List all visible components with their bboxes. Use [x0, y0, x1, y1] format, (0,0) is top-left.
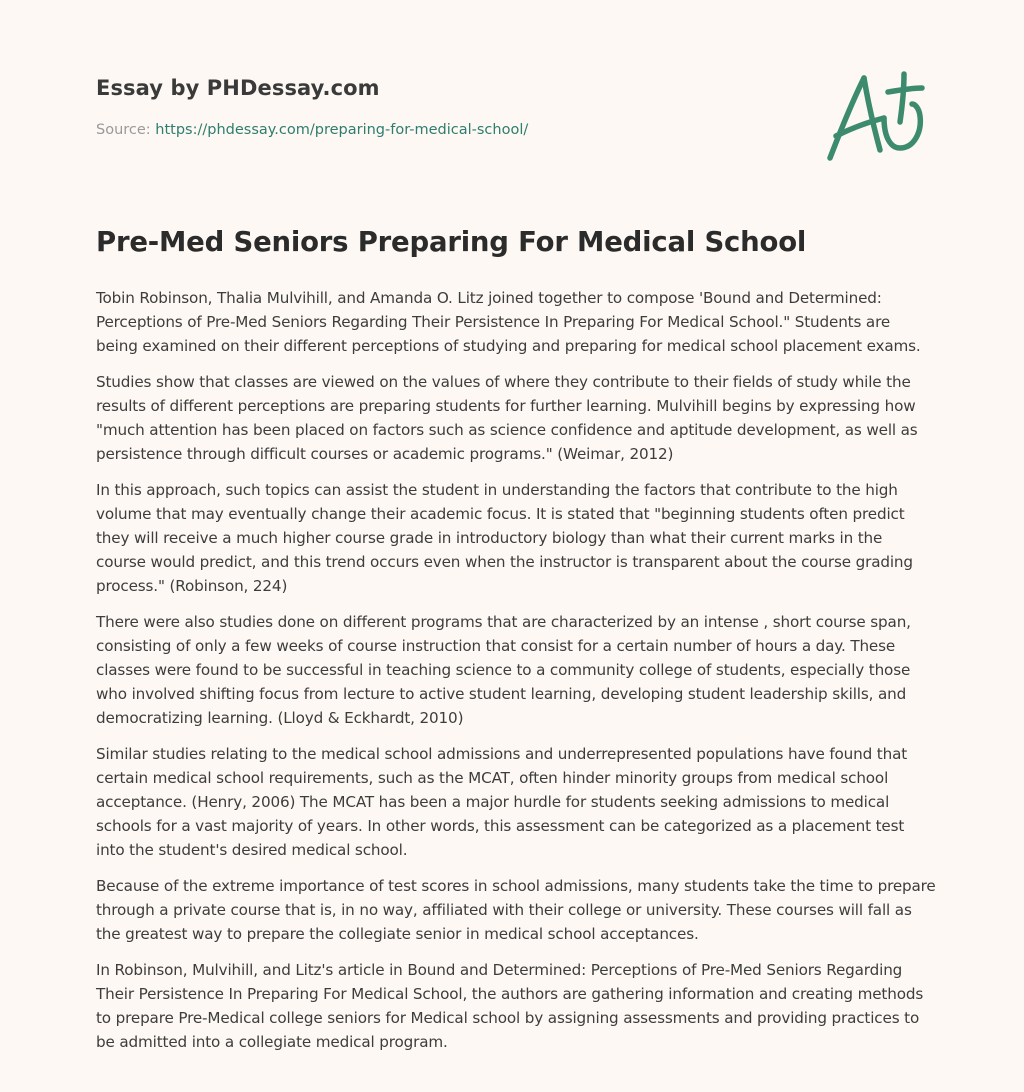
- essay-paragraph: Similar studies relating to the medical school admissions and underrepresented populations have found that certain medical school requirements, such as the MCAT, often hinder minority groups from medical school acceptance. (Henry, 2006) The MCAT has been a major hurdle for students seeking admissions to medical schools for a vast majority of years. In other words, this assessment can be categorized as a placement test into the student's desired medical school.: [96, 745, 908, 859]
- page-header: [96, 76, 796, 138]
- source-line: [96, 122, 796, 138]
- essay-paragraph: Tobin Robinson, Thalia Mulvihill, and Amanda O. Litz joined together to compose 'Bound and Determined: Perceptions of Pre-Med Seniors Regarding Their Persistence In Preparing For Medical School." Students are being examined on their different perceptions of studying and preparing for medical school placement exams.: [96, 289, 921, 355]
- essay-paragraph: Because of the extreme importance of test scores in school admissions, many students take the time to prepare through a private course that is, in no way, affiliated with their college or university. These courses will fall as the greatest way to prepare the collegiate senior in medical school acceptances.: [96, 877, 936, 943]
- essay-paragraph: There were also studies done on different programs that are characterized by an intense , short course span, consisting of only a few weeks of course instruction that consist for a certain number of hours a day. These classes were found to be successful in teaching science to a community college of students, especially those who involved shifting focus from lecture to active student learning, developing student leadership skills, and democratizing learning. (Lloyd & Eckhardt, 2010): [96, 613, 911, 727]
- essay-title: Pre-Med Seniors Preparing For Medical School: [96, 226, 807, 258]
- source-label: Source:: [96, 122, 156, 138]
- essay-body: [96, 286, 936, 1066]
- essay-paragraph: Studies show that classes are viewed on the values of where they contribute to their fields of study while the results of different perceptions are preparing students for further learning. Mulvihill begins by expressing how "much attention has been placed on factors such as science confidence and aptitude development, as well as persistence through difficult courses or academic programs." (Weimar, 2012): [96, 373, 918, 463]
- essay-paragraph: In this approach, such topics can assist the student in understanding the factors that contribute to the high volume that may eventually change their academic focus. It is stated that "beginning students often predict they will receive a much higher course grade in introductory biology than what their current marks in the course would predict, and this trend occurs even when the instructor is transparent about the course grading process." (Robinson, 224): [96, 481, 913, 595]
- a-plus-logo-icon: [822, 66, 932, 166]
- site-title: Essay by PHDessay.com: [96, 76, 380, 100]
- source-link[interactable]: https://phdessay.com/preparing-for-medical-school/: [155, 122, 529, 138]
- essay-paragraph: In Robinson, Mulvihill, and Litz's article in Bound and Determined: Perceptions of Pre-Med Seniors Regarding Their Persistence In Preparing For Medical School, the authors are gathering information and creating methods to prepare Pre-Medical college seniors for Medical school by assigning assessments and providing practices to be admitted into a collegiate medical program.: [96, 961, 924, 1051]
